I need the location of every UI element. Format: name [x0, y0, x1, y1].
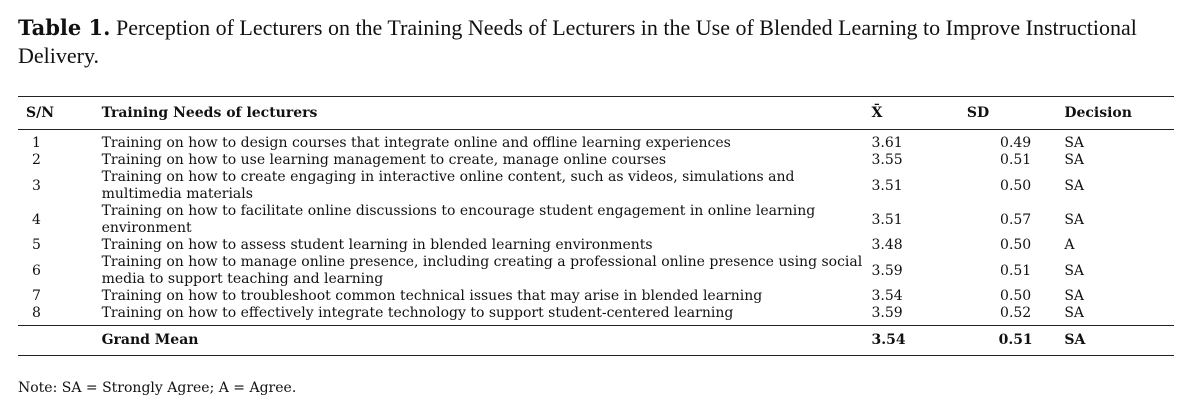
header-training-needs: Training Needs of lecturers [102, 97, 872, 130]
row-decision: SA [1064, 288, 1085, 304]
row-mean: 3.55 [871, 152, 903, 168]
row-need: Training on how to troubleshoot common technical issues that may arise in blended learning [101, 288, 763, 304]
table-header-row [18, 97, 1174, 130]
row-mean: 3.48 [871, 237, 903, 253]
grand-mean-value: 3.54 [871, 326, 966, 356]
table-row [18, 203, 1174, 237]
grand-sd-value: 0.51 [967, 326, 1064, 356]
row-decision: SA [1064, 152, 1085, 168]
table-row [18, 130, 1174, 153]
row-sd: 0.50 [1000, 177, 1032, 194]
header-mean: X̄ [871, 97, 966, 130]
header-sd: SD [967, 97, 1064, 130]
row-mean: 3.51 [871, 177, 903, 194]
data-table-container [18, 96, 1174, 356]
data-table [18, 96, 1174, 356]
row-sn: 6 [32, 262, 41, 279]
row-sn: 2 [32, 152, 41, 168]
table-note: Note: SA = Strongly Agree; A = Agree. [18, 380, 297, 396]
row-sd: 0.51 [1000, 152, 1032, 168]
row-decision: SA [1064, 262, 1085, 279]
row-mean: 3.61 [871, 135, 903, 151]
row-sd: 0.52 [967, 305, 1064, 326]
table-row [18, 169, 1174, 203]
table-row [18, 152, 1174, 169]
row-decision: SA [1064, 177, 1085, 194]
table-row [18, 305, 1174, 326]
grand-mean-row [18, 326, 1174, 356]
grand-mean-label: Grand Mean [102, 326, 872, 356]
grand-decision-value: SA [1064, 326, 1174, 356]
row-mean: 3.54 [871, 288, 903, 304]
row-sd: 0.57 [1000, 211, 1032, 228]
row-sn: 5 [32, 237, 41, 253]
row-decision: A [1064, 237, 1075, 253]
row-need: Training on how to create engaging in interactive online content, such as videos, simulations and multimedia materials [101, 169, 795, 202]
header-decision: Decision [1064, 97, 1174, 130]
grand-sn-empty [18, 326, 102, 356]
row-sn: 3 [32, 177, 41, 194]
table-row [18, 237, 1174, 254]
table-row [18, 288, 1174, 305]
row-need: Training on how to assess student learning in blended learning environments [101, 237, 653, 253]
row-need: Training on how to manage online presence, including creating a professional online presence using social media to support teaching and learning [101, 254, 863, 287]
table-row [18, 254, 1174, 288]
row-need: Training on how to use learning management to create, manage online courses [101, 152, 667, 168]
row-sn: 4 [32, 211, 41, 228]
row-sd: 0.51 [1000, 262, 1032, 279]
header-sn: S/N [18, 97, 102, 130]
row-need: Training on how to facilitate online discussions to encourage student engagement in online learning environment [101, 203, 816, 236]
table-caption [18, 14, 1183, 70]
row-sd: 0.50 [1000, 288, 1032, 304]
row-mean: 3.59 [871, 262, 903, 279]
row-sn: 7 [32, 288, 41, 304]
row-sn: 8 [18, 305, 102, 326]
row-sd: 0.49 [1000, 135, 1032, 151]
row-need: Training on how to design courses that integrate online and offline learning experiences [101, 135, 731, 151]
row-sn: 1 [32, 135, 41, 151]
row-mean: 3.51 [871, 211, 903, 228]
table-label: Table 1. [18, 15, 111, 40]
row-decision: SA [1064, 305, 1174, 326]
row-sd: 0.50 [1000, 237, 1032, 253]
row-need: Training on how to effectively integrate technology to support student-centered learning [102, 305, 872, 326]
table-title: Perception of Lecturers on the Training Needs of Lecturers in the Use of Blended Learning to Improve Instructional Delivery. [18, 15, 1137, 68]
row-mean: 3.59 [871, 305, 966, 326]
row-decision: SA [1064, 211, 1085, 228]
row-decision: SA [1064, 135, 1085, 151]
